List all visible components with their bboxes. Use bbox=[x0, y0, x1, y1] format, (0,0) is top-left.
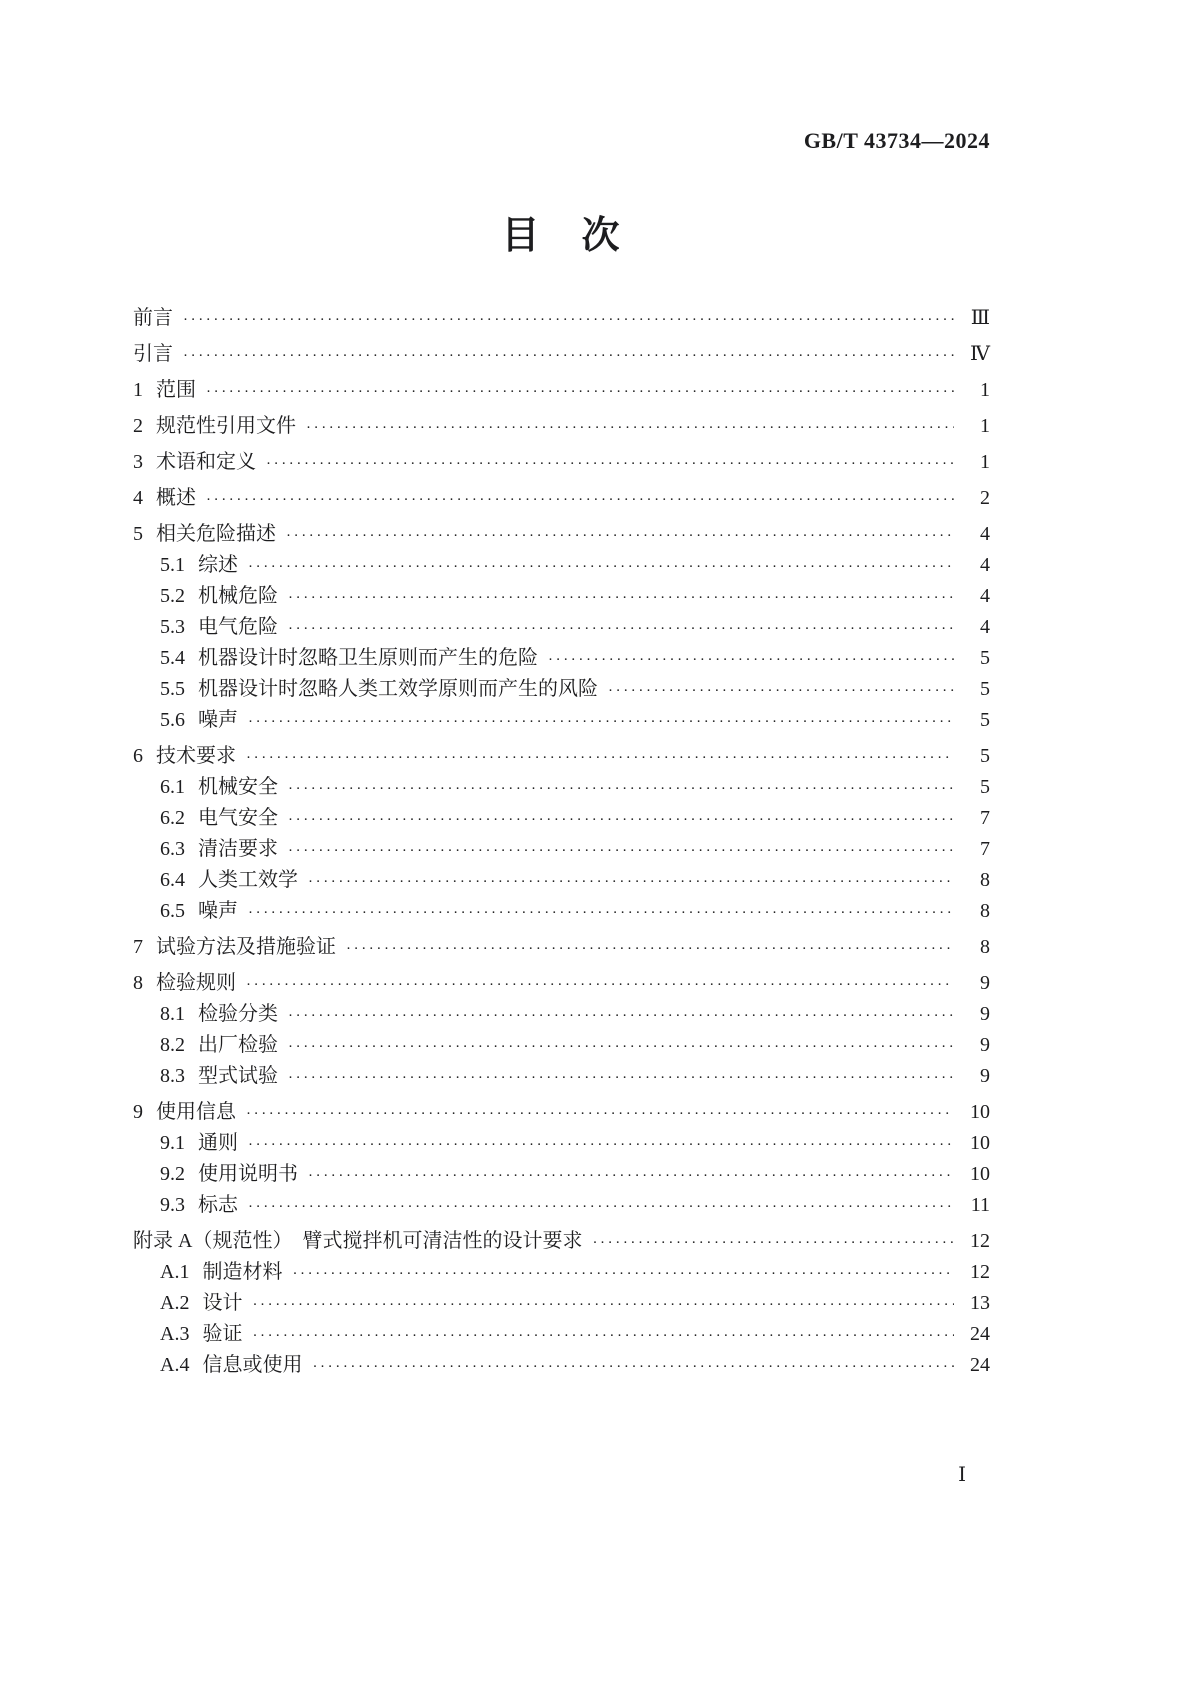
toc-entry bbox=[133, 1194, 990, 1218]
dot-leader bbox=[288, 1003, 954, 1027]
toc-entry-page: 5 bbox=[980, 678, 990, 700]
toc-entry bbox=[133, 1065, 990, 1089]
toc-entry-page: Ⅲ bbox=[970, 307, 990, 329]
dot-leader bbox=[592, 1230, 954, 1254]
dot-leader bbox=[206, 379, 954, 403]
toc-entry-number: 3 bbox=[133, 451, 143, 473]
toc-entry-label: 标志 bbox=[198, 1194, 238, 1216]
dot-leader bbox=[246, 1101, 954, 1125]
dot-leader bbox=[288, 1065, 954, 1089]
dot-leader bbox=[248, 554, 954, 578]
toc-entry-label: 电气危险 bbox=[198, 616, 278, 638]
toc-entry-page: 12 bbox=[970, 1261, 990, 1283]
toc-entry bbox=[133, 343, 990, 367]
toc-entry-page: 8 bbox=[980, 869, 990, 891]
dot-leader bbox=[288, 1034, 954, 1058]
toc-entry bbox=[133, 1323, 990, 1347]
toc-entry-label: 术语和定义 bbox=[156, 451, 256, 473]
toc-entry-number: 8.3 bbox=[160, 1065, 185, 1087]
toc-entry bbox=[133, 585, 990, 609]
toc-entry-page: 9 bbox=[980, 972, 990, 994]
toc-entry bbox=[133, 1003, 990, 1027]
toc-entry-number: 1 bbox=[133, 379, 143, 401]
toc-entry bbox=[133, 745, 990, 769]
toc-entry-page: 10 bbox=[970, 1163, 990, 1185]
toc-entry-number: 7 bbox=[133, 936, 143, 958]
toc-entry-label: 清洁要求 bbox=[198, 838, 278, 860]
toc-entry-page: 9 bbox=[980, 1065, 990, 1087]
toc-entry bbox=[133, 1230, 990, 1254]
toc-entry-label: 前言 bbox=[133, 307, 173, 329]
toc-entry-label: 使用说明书 bbox=[198, 1163, 298, 1185]
table-of-contents bbox=[133, 307, 990, 1378]
dot-leader bbox=[312, 1354, 954, 1378]
toc-entry bbox=[133, 379, 990, 403]
dot-leader bbox=[266, 451, 954, 475]
toc-entry-label: 机器设计时忽略卫生原则而产生的危险 bbox=[198, 647, 538, 669]
toc-entry-number: 5.2 bbox=[160, 585, 185, 607]
toc-entry-label: 机械安全 bbox=[198, 776, 278, 798]
dot-leader bbox=[288, 807, 954, 831]
toc-entry-label: 设计 bbox=[202, 1292, 243, 1314]
dot-leader bbox=[252, 1323, 954, 1347]
toc-entry-number: 9.1 bbox=[160, 1132, 185, 1154]
page-title: 目 次 bbox=[501, 215, 622, 257]
toc-entry-label: 电气安全 bbox=[198, 807, 278, 829]
toc-entry-number: 5 bbox=[133, 523, 143, 545]
page-number: Ⅰ bbox=[958, 1464, 966, 1486]
toc-entry-label: 使用信息 bbox=[156, 1101, 236, 1123]
toc-entry-page: 1 bbox=[980, 379, 990, 401]
dot-leader bbox=[248, 1132, 954, 1156]
toc-entry-page: 11 bbox=[970, 1194, 990, 1216]
toc-entry-number: 9 bbox=[133, 1101, 143, 1123]
toc-entry-label: 信息或使用 bbox=[202, 1354, 303, 1376]
toc-entry-page: 24 bbox=[970, 1354, 990, 1376]
dot-leader bbox=[183, 343, 954, 367]
toc-entry-page: 4 bbox=[980, 585, 990, 607]
toc-entry-page: 5 bbox=[980, 745, 990, 767]
toc-entry-page: 9 bbox=[980, 1003, 990, 1025]
toc-entry-page: 10 bbox=[970, 1132, 990, 1154]
toc-entry bbox=[133, 972, 990, 996]
dot-leader bbox=[248, 1194, 954, 1218]
toc-entry-label: 相关危险描述 bbox=[156, 523, 276, 545]
toc-entry-page: 8 bbox=[980, 936, 990, 958]
dot-leader bbox=[183, 307, 954, 331]
toc-entry-page: 10 bbox=[970, 1101, 990, 1123]
toc-entry bbox=[133, 776, 990, 800]
dot-leader bbox=[292, 1261, 954, 1285]
toc-entry-label: 规范性引用文件 bbox=[156, 415, 296, 437]
toc-entry bbox=[133, 838, 990, 862]
toc-entry-page: 1 bbox=[980, 415, 990, 437]
toc-entry-label: 检验分类 bbox=[198, 1003, 278, 1025]
dot-leader bbox=[308, 869, 954, 893]
dot-leader bbox=[346, 936, 954, 960]
toc-entry-label: 通则 bbox=[198, 1132, 238, 1154]
toc-entry-page: 5 bbox=[980, 647, 990, 669]
toc-entry-label: 试验方法及措施验证 bbox=[156, 936, 336, 958]
toc-entry-number: 5.3 bbox=[160, 616, 185, 638]
toc-entry-label: 人类工效学 bbox=[198, 869, 298, 891]
toc-entry-number: 4 bbox=[133, 487, 143, 509]
toc-entry-label: 验证 bbox=[202, 1323, 243, 1345]
toc-entry-label: 概述 bbox=[156, 487, 196, 509]
toc-entry bbox=[133, 936, 990, 960]
toc-entry-page: 24 bbox=[970, 1323, 990, 1345]
toc-entry-number: 8.1 bbox=[160, 1003, 185, 1025]
toc-entry-label: 噪声 bbox=[198, 900, 238, 922]
dot-leader bbox=[286, 523, 954, 547]
toc-entry-number: A.2 bbox=[160, 1292, 190, 1314]
dot-leader bbox=[246, 972, 954, 996]
toc-entry-label: 引言 bbox=[133, 343, 173, 365]
toc-entry bbox=[133, 678, 990, 702]
toc-entry-number: 5.6 bbox=[160, 709, 185, 731]
toc-entry-page: 13 bbox=[970, 1292, 990, 1314]
toc-entry-label: 制造材料 bbox=[202, 1261, 283, 1283]
dot-leader bbox=[548, 647, 954, 671]
toc-entry-label: 检验规则 bbox=[156, 972, 236, 994]
toc-entry bbox=[133, 1261, 990, 1285]
dot-leader bbox=[206, 487, 954, 511]
dot-leader bbox=[288, 585, 954, 609]
toc-entry bbox=[133, 1034, 990, 1058]
toc-entry-page: 12 bbox=[970, 1230, 990, 1252]
toc-entry-page: 4 bbox=[980, 554, 990, 576]
toc-entry-label: 噪声 bbox=[198, 709, 238, 731]
toc-entry-number: 5.4 bbox=[160, 647, 185, 669]
toc-entry-number: 9.3 bbox=[160, 1194, 185, 1216]
toc-entry-page: 7 bbox=[980, 838, 990, 860]
dot-leader bbox=[248, 709, 954, 733]
toc-entry-page: 8 bbox=[980, 900, 990, 922]
toc-entry-number: 6 bbox=[133, 745, 143, 767]
toc-entry-number: 8 bbox=[133, 972, 143, 994]
dot-leader bbox=[246, 745, 954, 769]
toc-entry-number: 6.1 bbox=[160, 776, 185, 798]
toc-entry bbox=[133, 554, 990, 578]
dot-leader bbox=[288, 838, 954, 862]
toc-entry-page: 4 bbox=[980, 616, 990, 638]
dot-leader bbox=[288, 616, 954, 640]
toc-entry-number: 5.1 bbox=[160, 554, 185, 576]
toc-entry bbox=[133, 900, 990, 924]
toc-entry-number: 6.5 bbox=[160, 900, 185, 922]
toc-entry-number: A.4 bbox=[160, 1354, 190, 1376]
toc-entry-label: 综述 bbox=[198, 554, 238, 576]
toc-entry bbox=[133, 1132, 990, 1156]
toc-entry-number: A.3 bbox=[160, 1323, 190, 1345]
toc-entry bbox=[133, 1354, 990, 1378]
toc-entry bbox=[133, 415, 990, 439]
toc-entry bbox=[133, 1292, 990, 1316]
toc-entry-page: 7 bbox=[980, 807, 990, 829]
toc-entry bbox=[133, 807, 990, 831]
toc-entry bbox=[133, 307, 990, 331]
toc-entry-number: 8.2 bbox=[160, 1034, 185, 1056]
toc-entry-number: 9.2 bbox=[160, 1163, 185, 1185]
toc-entry bbox=[133, 647, 990, 671]
toc-entry bbox=[133, 1163, 990, 1187]
toc-entry-page: 5 bbox=[980, 709, 990, 731]
toc-entry bbox=[133, 1101, 990, 1125]
doc-number: GB/T 43734—2024 bbox=[803, 128, 990, 153]
toc-entry-number: 6.4 bbox=[160, 869, 185, 891]
dot-leader bbox=[248, 900, 954, 924]
toc-entry-label: 出厂检验 bbox=[198, 1034, 278, 1056]
toc-entry-page: 9 bbox=[980, 1034, 990, 1056]
toc-entry-page: 1 bbox=[980, 451, 990, 473]
toc-entry-number: A.1 bbox=[160, 1261, 190, 1283]
toc-entry-number: 2 bbox=[133, 415, 143, 437]
toc-entry-number: 6.2 bbox=[160, 807, 185, 829]
toc-entry-page: 2 bbox=[980, 487, 990, 509]
dot-leader bbox=[288, 776, 954, 800]
toc-entry bbox=[133, 709, 990, 733]
dot-leader bbox=[608, 678, 954, 702]
toc-entry-number: 6.3 bbox=[160, 838, 185, 860]
toc-entry-label: 范围 bbox=[156, 379, 196, 401]
toc-entry bbox=[133, 869, 990, 893]
toc-entry-label: 机器设计时忽略人类工效学原则而产生的风险 bbox=[198, 678, 598, 700]
toc-entry-number: 5.5 bbox=[160, 678, 185, 700]
toc-entry-label: 附录 A（规范性） 臂式搅拌机可清洁性的设计要求 bbox=[133, 1230, 583, 1252]
toc-entry-label: 机械危险 bbox=[198, 585, 278, 607]
toc-entry bbox=[133, 451, 990, 475]
toc-entry-page: 5 bbox=[980, 776, 990, 798]
toc-entry-label: 型式试验 bbox=[198, 1065, 278, 1087]
dot-leader bbox=[252, 1292, 954, 1316]
toc-entry bbox=[133, 616, 990, 640]
toc-entry-label: 技术要求 bbox=[156, 745, 236, 767]
toc-entry bbox=[133, 487, 990, 511]
toc-entry-page: Ⅳ bbox=[970, 343, 990, 365]
toc-entry-page: 4 bbox=[980, 523, 990, 545]
dot-leader bbox=[308, 1163, 954, 1187]
toc-entry bbox=[133, 523, 990, 547]
dot-leader bbox=[306, 415, 954, 439]
